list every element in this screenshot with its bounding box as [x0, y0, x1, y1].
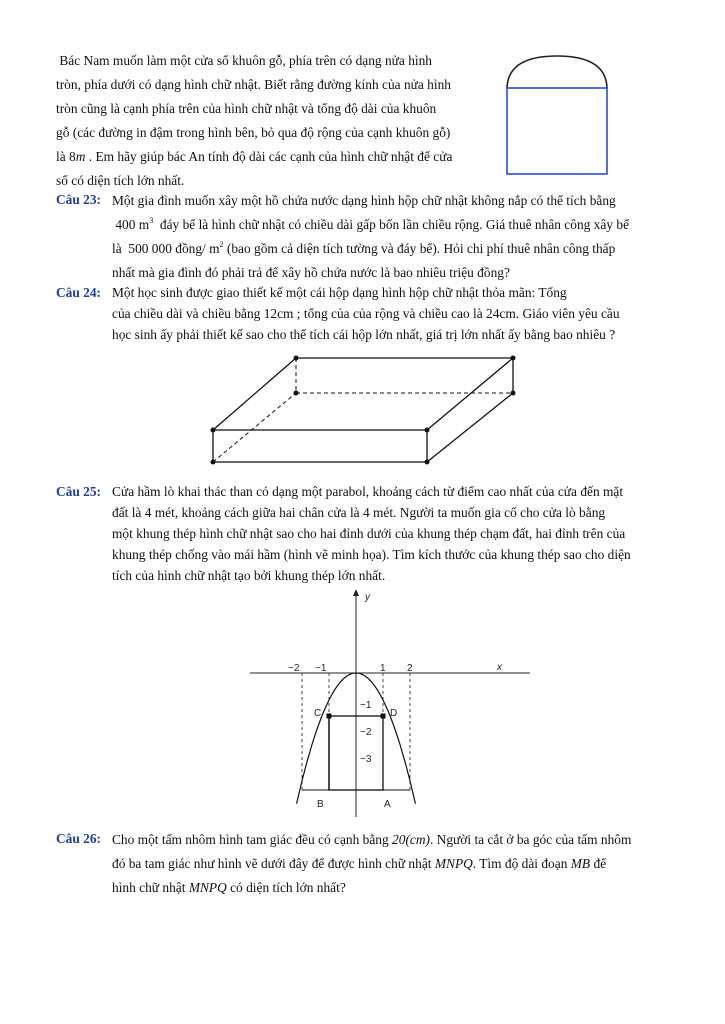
question-line: một khung thép hình chữ nhật sao cho hai đỉnh dưới của khung thép chạm đất, hai đỉnh trên của	[112, 526, 626, 541]
tick-label: 2	[407, 663, 413, 674]
question-text: . Tìm độ dài đoạn	[472, 856, 568, 871]
question-text: hình chữ nhật	[112, 880, 186, 895]
question-line: nhất mà gia đình đó phải trả để xây hồ chứa nước là bao nhiêu triệu đồng?	[112, 265, 510, 280]
box-edge	[213, 358, 296, 430]
box-vertex	[211, 460, 216, 465]
point-label-b: B	[317, 799, 324, 810]
question-24-text	[112, 282, 673, 345]
question-line: tích của hình chữ nhật tạo bởi khung thép lớn nhất.	[112, 568, 386, 583]
window-rectangle	[507, 88, 607, 174]
question-line: đất là 4 mét, khoảng cách giữa hai chân cửa là 4 mét. Người ta muốn gia cố cho cửa lò bằng	[112, 505, 606, 520]
parabola-graph	[240, 585, 540, 825]
question-text: . Người ta cắt ở ba góc của tấm nhôm	[429, 832, 632, 847]
question-line: của chiều dài và chiều bằng 12cm ; tổng của của rộng và chiều cao là 24cm. Giáo viên yêu cầu	[112, 306, 620, 321]
intro-line: sổ có diện tích lớn nhất.	[56, 173, 185, 188]
rectangle-name: MNPQ	[188, 880, 227, 895]
question-label: Câu 26:	[56, 831, 102, 846]
semicircle-arc	[507, 56, 607, 88]
intro-line: gỗ (các đường in đậm trong hình bên, bỏ qua độ rộng của cạnh khuôn gỗ)	[56, 125, 451, 140]
volume-exponent: 3	[149, 216, 154, 225]
tick-label: 1	[380, 663, 386, 674]
intro-paragraph	[56, 49, 486, 193]
box-edge	[427, 358, 513, 430]
question-text: có diện tích lớn nhất?	[230, 880, 346, 895]
point-label-d: D	[390, 708, 398, 719]
segment-name: MB	[570, 856, 591, 871]
question-line: đáy bể là hình chữ nhật có chiều dài gấp bốn lần chiều rộng. Giá thuê nhân công xây bể	[159, 217, 630, 232]
intro-line: Bác Nam muốn làm một cửa sổ khuôn gỗ, phía trên có dạng nửa hình	[59, 53, 432, 68]
tick-label: −2	[360, 727, 372, 738]
point-label-c: C	[314, 708, 322, 719]
question-line: (bao gồm cả diện tích tường và đáy bể). Hỏi chi phí thuê nhân công thấp	[226, 241, 616, 256]
tick-label: −1	[360, 700, 372, 711]
length-unit: m	[75, 149, 86, 164]
question-25-text	[112, 481, 673, 586]
tick-label: −3	[360, 754, 372, 765]
question-23-text	[112, 189, 673, 285]
box-vertex	[425, 460, 430, 465]
y-axis-label: y	[365, 592, 370, 603]
question-26-text	[112, 828, 673, 900]
question-text: là	[112, 241, 122, 256]
box-figure	[200, 345, 530, 475]
box-vertex	[294, 391, 299, 396]
box-vertex	[294, 356, 299, 361]
intro-text: là	[56, 149, 66, 164]
question-text: để	[593, 856, 607, 871]
side-length: 20(cm)	[392, 832, 430, 847]
intro-text: . Em hãy giúp bác An tính độ dài các cạnh của hình chữ nhật để cửa	[88, 149, 453, 164]
box-vertex	[511, 391, 516, 396]
length-value: 8	[69, 149, 76, 164]
price-value: 500 000 đồng/ m	[128, 241, 220, 256]
intro-line: tròn cũng là cạnh phía trên của hình chữ nhật và tổng độ dài của khuôn	[56, 101, 437, 116]
box-vertex	[211, 428, 216, 433]
box-edge	[427, 393, 513, 462]
frame-corner	[327, 714, 332, 719]
question-line: khung thép chống vào mái hầm (hình vẽ minh họa). Tìm kích thước của khung thép sao cho diện	[112, 547, 631, 562]
intro-line: tròn, phía dưới có dạng hình chữ nhật. Biết rằng đường kính của nửa hình	[56, 77, 451, 92]
question-label: Câu 24:	[56, 285, 102, 300]
window-figure	[500, 50, 620, 180]
tick-label: −2	[288, 663, 300, 674]
rectangle-name: MNPQ	[434, 856, 473, 871]
question-label: Câu 23:	[56, 192, 102, 207]
point-label-a: A	[384, 799, 391, 810]
question-text: Cho một tấm nhôm hình tam giác đều có cạnh bằng	[112, 832, 389, 847]
tick-label: −1	[315, 663, 327, 674]
question-text: đó ba tam giác như hình vẽ dưới đây để được hình chữ nhật	[112, 856, 432, 871]
question-line: Một gia đình muốn xây một hồ chứa nước dạng hình hộp chữ nhật không nắp có thể tích bằng	[112, 193, 616, 208]
box-hidden-edge	[213, 393, 296, 462]
volume-value: 400 m	[115, 217, 150, 232]
frame-corner	[381, 714, 386, 719]
question-label: Câu 25:	[56, 484, 102, 499]
question-line: học sinh ấy phải thiết kế sao cho thể tích cái hộp lớn nhất, giá trị lớn nhất ấy bằng bao nhiêu ?	[112, 327, 616, 342]
box-vertex	[425, 428, 430, 433]
y-axis-arrow	[353, 589, 359, 596]
x-axis-label: x	[497, 662, 502, 673]
question-line: Cửa hầm lò khai thác than có dạng một parabol, khoảng cách từ điểm cao nhất của cửa đến mặt	[112, 484, 624, 499]
box-vertex	[511, 356, 516, 361]
price-exponent: 2	[219, 240, 224, 249]
question-line: Một học sinh được giao thiết kế một cái hộp dạng hình hộp chữ nhật thỏa mãn: Tổng	[112, 285, 567, 300]
